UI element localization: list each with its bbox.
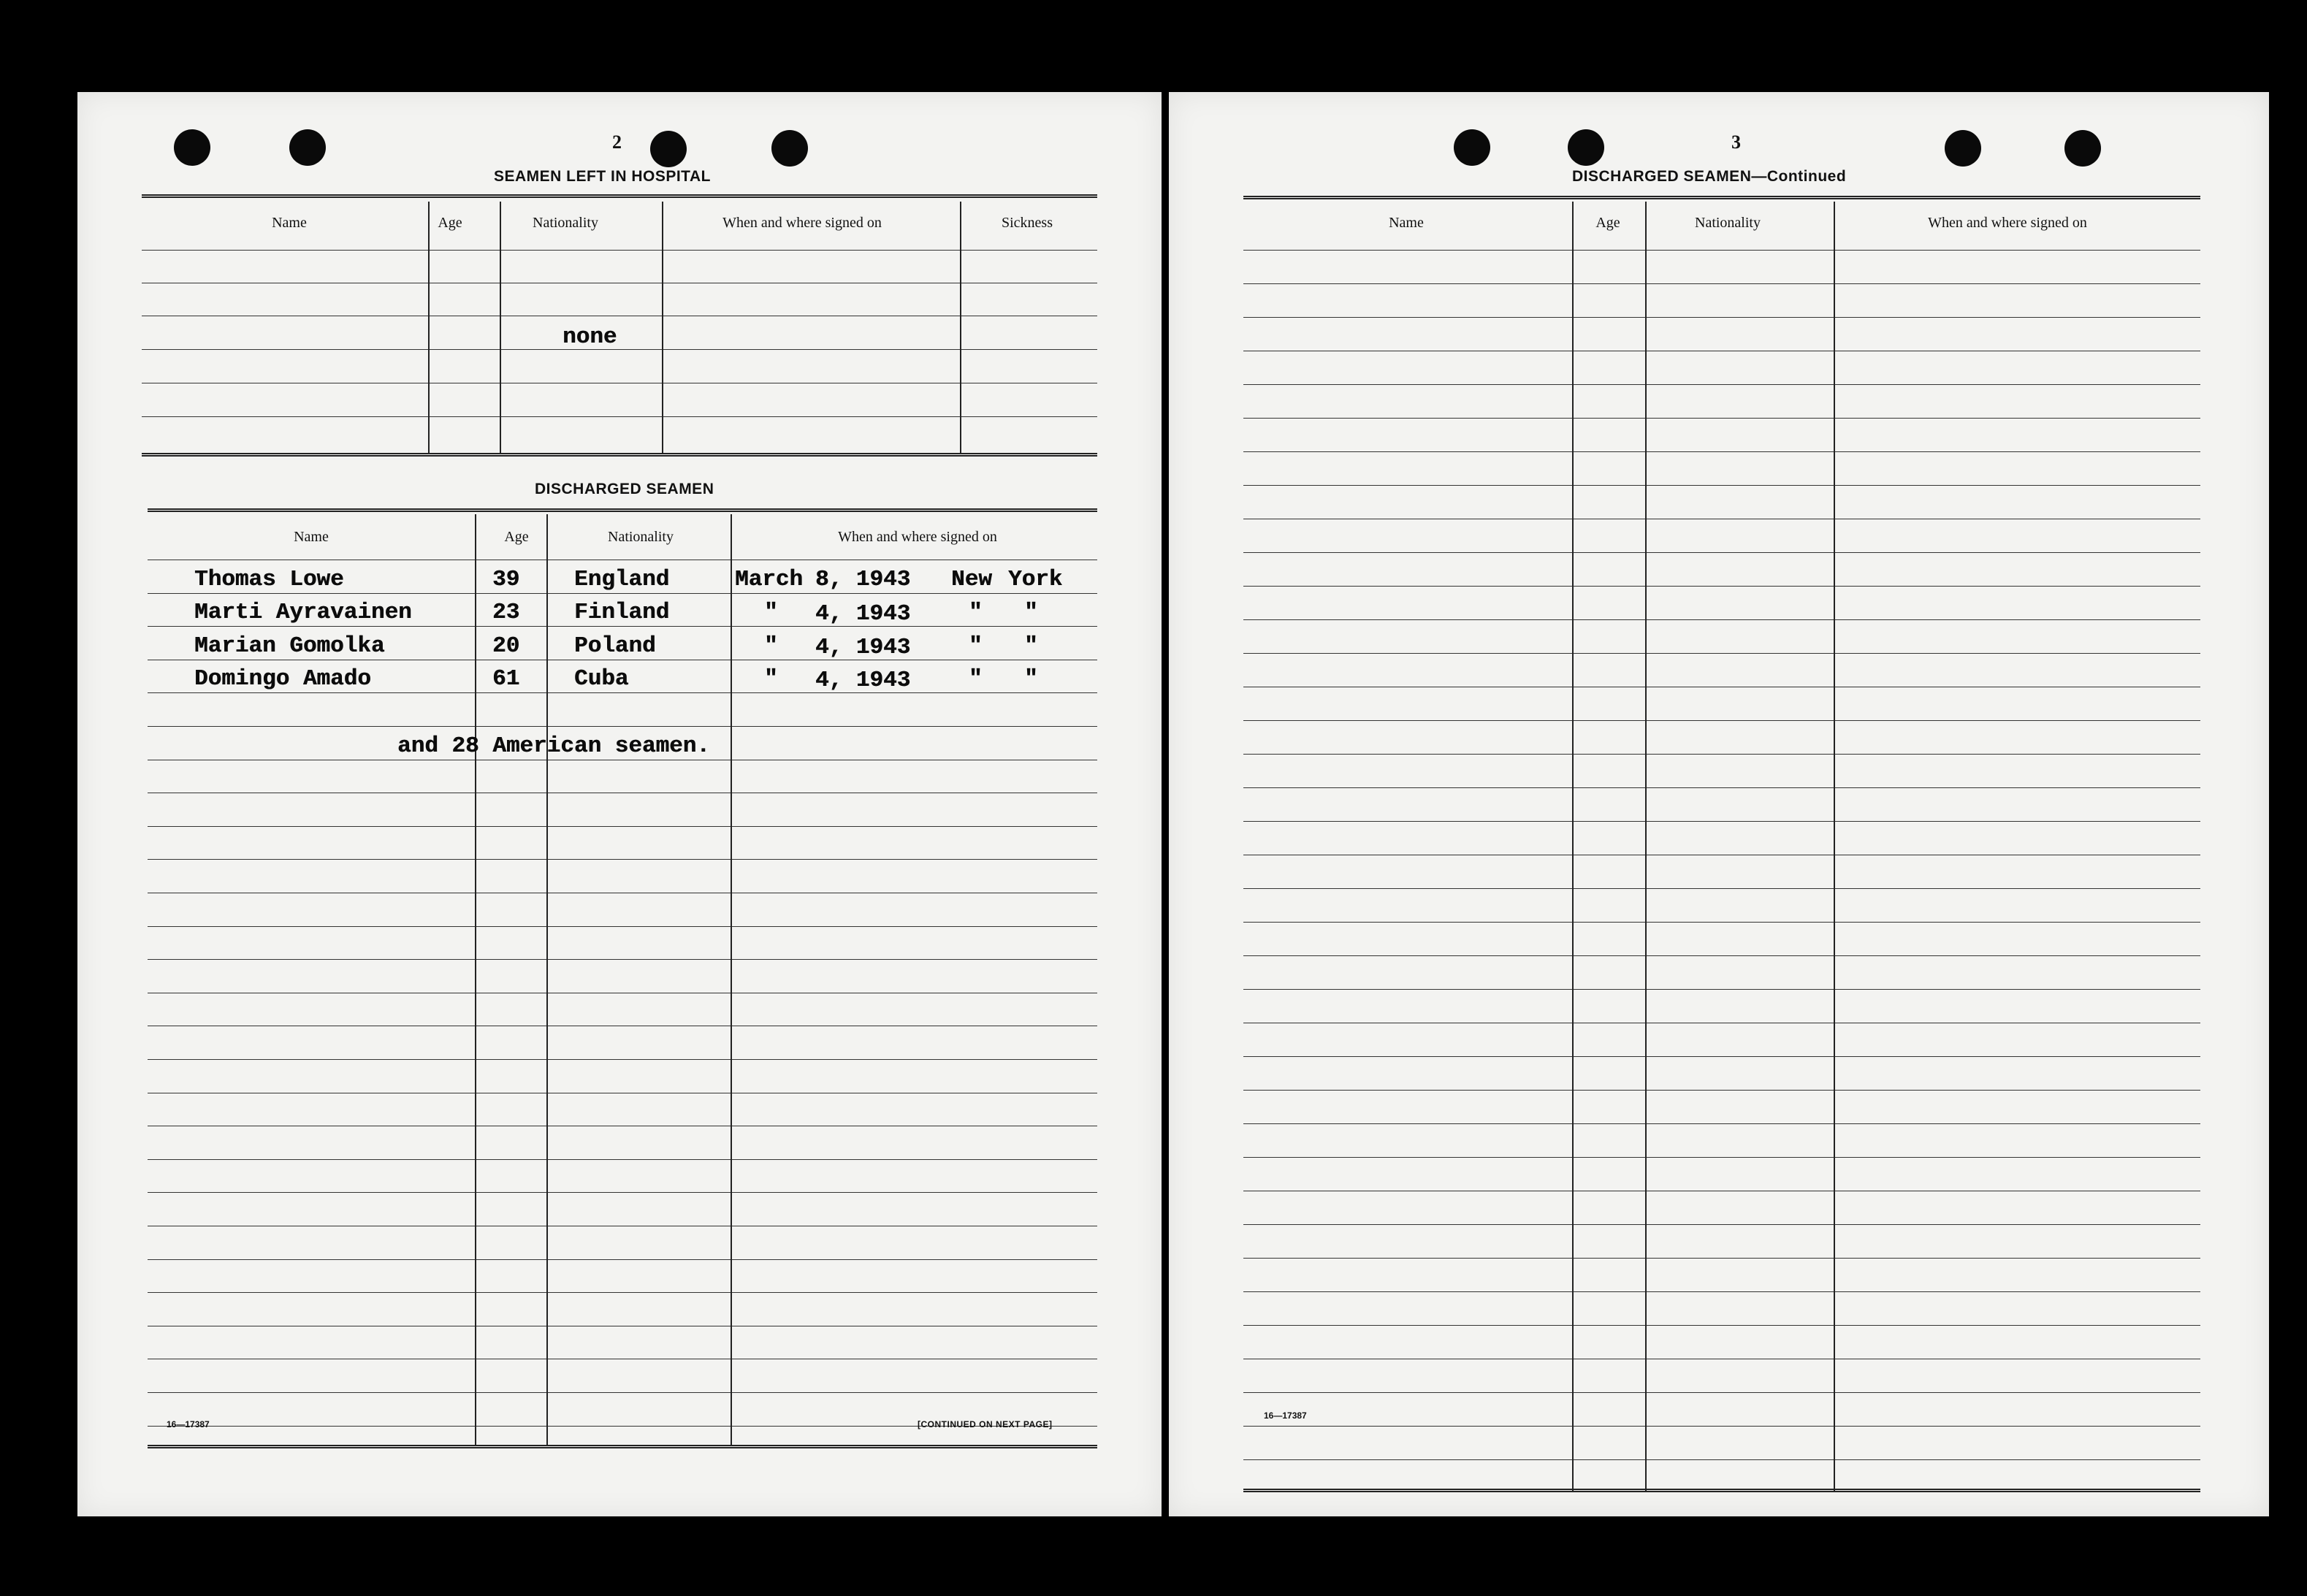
ruled-line	[1243, 1325, 2200, 1326]
ruled-line	[148, 1292, 1097, 1293]
punch-hole	[650, 131, 687, 167]
ruled-line	[1243, 619, 2200, 620]
ruled-line	[1243, 1056, 2200, 1057]
ruled-line	[1243, 821, 2200, 822]
seaman-age: 39	[492, 567, 520, 592]
ruled-line	[1243, 418, 2200, 419]
ruled-line	[1243, 586, 2200, 587]
punch-hole	[771, 130, 808, 167]
page-number: 2	[612, 131, 622, 153]
seaman-nationality: Cuba	[574, 666, 629, 692]
right-page	[1169, 92, 2269, 1516]
ditto-mark: "	[1024, 666, 1038, 692]
seaman-name: Domingo Amado	[194, 666, 371, 692]
ruled-line	[1243, 922, 2200, 923]
signed-date: 4, 1943	[815, 635, 911, 660]
signed-place: New	[951, 567, 992, 592]
col-header-age: Age	[504, 529, 529, 545]
col-header-nationality: Nationality	[533, 215, 598, 231]
ruled-line	[148, 1392, 1097, 1393]
ruled-line	[148, 959, 1097, 960]
ruled-line	[148, 1192, 1097, 1193]
ruled-line	[1243, 1224, 2200, 1225]
ditto-mark: "	[1024, 600, 1038, 625]
seaman-name: Marian Gomolka	[194, 633, 385, 659]
seaman-name: Marti Ayravainen	[194, 600, 412, 625]
ruled-line	[1243, 989, 2200, 990]
hospital-entry: none	[563, 324, 617, 350]
ruled-line-bottom	[148, 1445, 1097, 1448]
ruled-line	[148, 593, 1097, 594]
ruled-line-bottom	[1243, 1489, 2200, 1492]
discharged-section-title: DISCHARGED SEAMEN	[535, 481, 714, 497]
ruled-line	[148, 1059, 1097, 1060]
ruled-line	[1243, 955, 2200, 956]
seaman-name: Thomas Lowe	[194, 567, 344, 592]
col-header-name: Name	[272, 215, 307, 231]
seaman-age: 20	[492, 633, 520, 659]
ruled-line	[1243, 451, 2200, 452]
seaman-nationality: Finland	[574, 600, 670, 625]
ruled-line	[1243, 1291, 2200, 1292]
ruled-line	[1243, 720, 2200, 721]
ruled-line	[1243, 1258, 2200, 1259]
punch-hole	[174, 129, 210, 166]
punch-hole	[289, 129, 326, 166]
ditto-mark: "	[764, 600, 778, 625]
form-code: 16—17387	[1264, 1410, 1307, 1421]
col-header-nationality: Nationality	[608, 529, 674, 545]
ruled-line	[1243, 1426, 2200, 1427]
ruled-line	[1243, 552, 2200, 553]
ruled-line	[148, 726, 1097, 727]
seaman-age: 23	[492, 600, 520, 625]
ruled-line	[1243, 1123, 2200, 1124]
col-header-sickness: Sickness	[1002, 215, 1053, 231]
american-seamen-note: and 28 American seamen.	[397, 733, 710, 759]
ruled-line	[1243, 485, 2200, 486]
punch-hole	[1945, 130, 1981, 167]
page-number: 3	[1731, 131, 1741, 153]
col-header-nationality: Nationality	[1695, 215, 1761, 231]
col-header-signed-on: When and where signed on	[722, 215, 882, 231]
ruled-line	[148, 1159, 1097, 1160]
ruled-line	[1243, 384, 2200, 385]
col-header-signed-on: When and where signed on	[1928, 215, 2087, 231]
ruled-line	[1243, 283, 2200, 284]
seaman-age: 61	[492, 666, 520, 692]
ruled-line	[1243, 1157, 2200, 1158]
ruled-line	[148, 859, 1097, 860]
ditto-mark: "	[764, 633, 778, 659]
hospital-section-title: SEAMEN LEFT IN HOSPITAL	[494, 168, 711, 185]
discharged-continued-title: DISCHARGED SEAMEN—Continued	[1572, 168, 1847, 185]
signed-date: 4, 1943	[815, 668, 911, 693]
col-header-name: Name	[1389, 215, 1424, 231]
left-page	[77, 92, 1162, 1516]
seaman-nationality: England	[574, 567, 670, 592]
ruled-line	[148, 692, 1097, 693]
ditto-mark: "	[969, 600, 983, 625]
ruled-line	[1243, 1090, 2200, 1091]
ruled-line	[148, 1259, 1097, 1260]
seaman-nationality: Poland	[574, 633, 656, 659]
ditto-mark: "	[764, 666, 778, 692]
signed-date: 4, 1943	[815, 601, 911, 627]
ruled-line	[1243, 1392, 2200, 1393]
ruled-line	[1243, 888, 2200, 889]
ditto-mark: "	[969, 666, 983, 692]
ruled-line	[1243, 754, 2200, 755]
signed-month: March	[735, 567, 804, 592]
form-code: 16—17387	[167, 1419, 210, 1429]
ditto-mark: "	[969, 633, 983, 659]
col-header-signed-on: When and where signed on	[838, 529, 997, 545]
col-header-age: Age	[1595, 215, 1620, 231]
col-header-name: Name	[294, 529, 329, 545]
ruled-line	[1243, 1459, 2200, 1460]
ruled-line	[1243, 317, 2200, 318]
ruled-line	[148, 626, 1097, 627]
signed-place: York	[1008, 567, 1063, 592]
ruled-line	[1243, 787, 2200, 788]
continued-notice: [CONTINUED ON NEXT PAGE]	[918, 1419, 1053, 1429]
punch-hole	[2064, 130, 2101, 167]
ruled-line	[1243, 250, 2200, 251]
punch-hole	[1568, 129, 1604, 166]
ruled-line	[148, 826, 1097, 827]
col-header-age: Age	[438, 215, 462, 231]
signed-date: 8, 1943	[815, 567, 911, 592]
punch-hole	[1454, 129, 1490, 166]
ditto-mark: "	[1024, 633, 1038, 659]
ruled-line	[1243, 653, 2200, 654]
ruled-line	[148, 926, 1097, 927]
